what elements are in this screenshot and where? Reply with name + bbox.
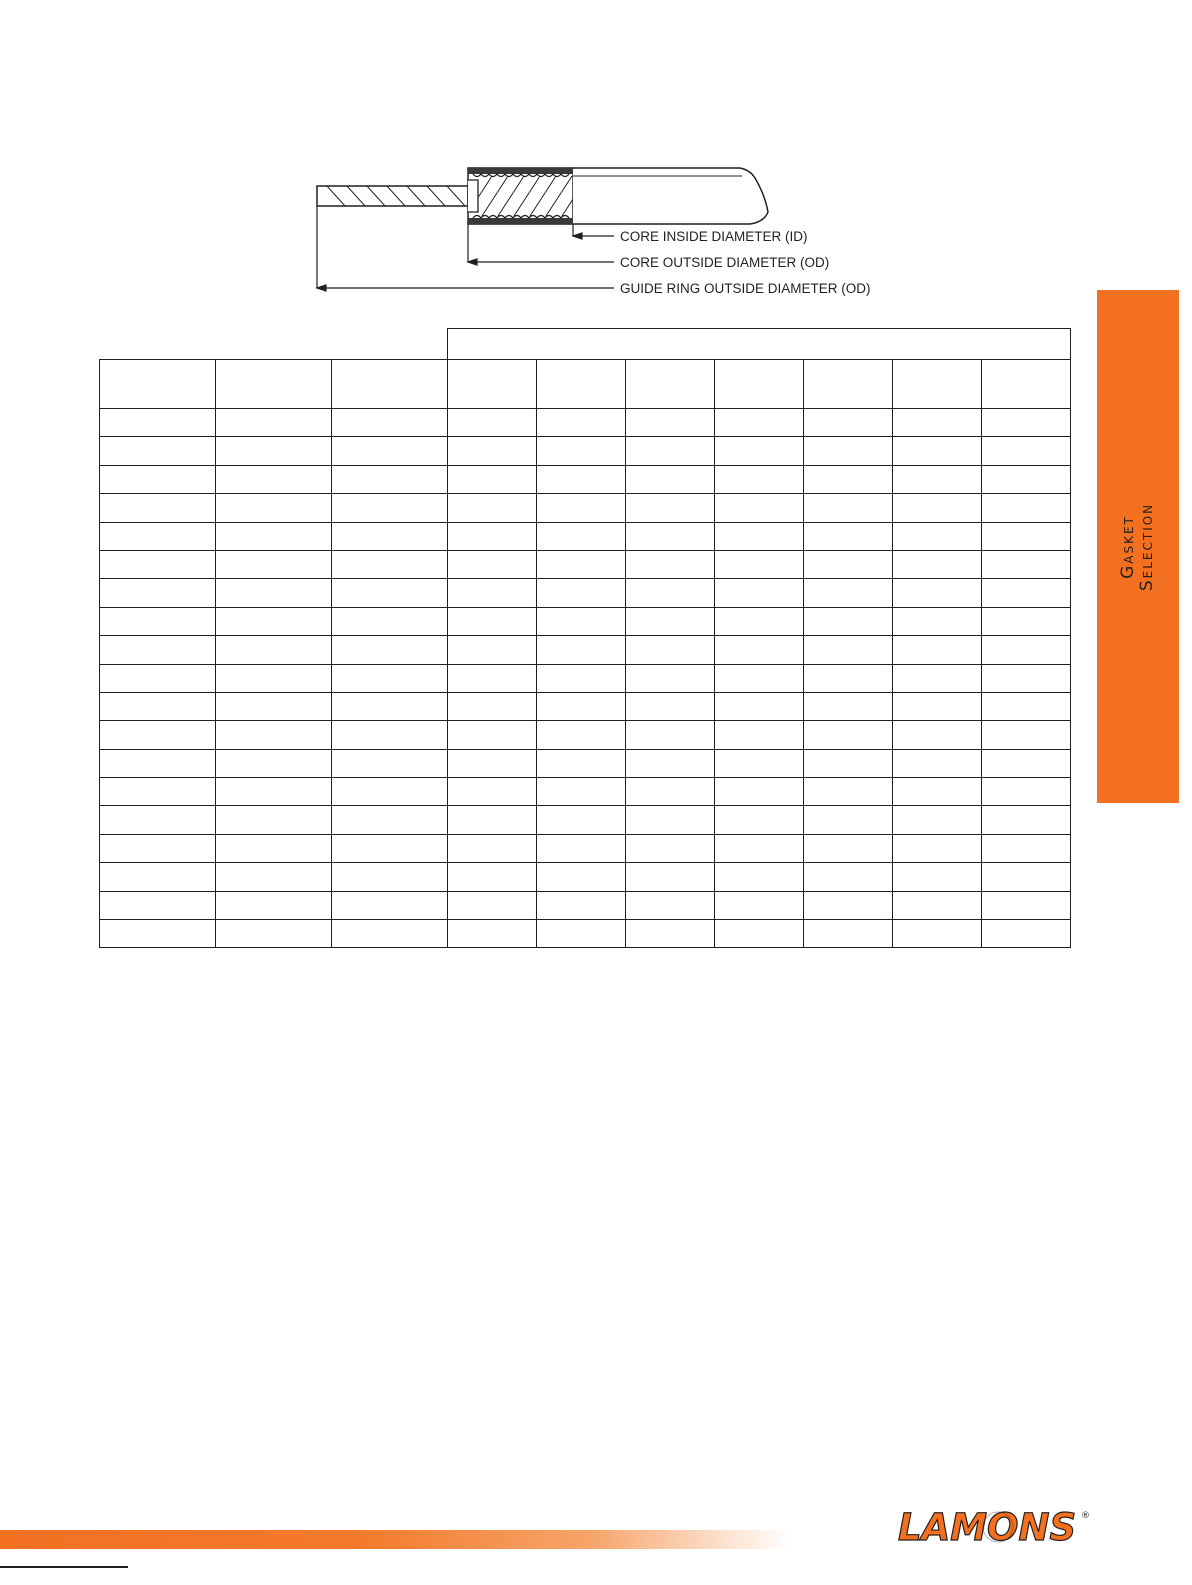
table-cell: [537, 550, 626, 578]
table-cell: [537, 437, 626, 465]
table-cell: [216, 409, 332, 437]
table-cell: [216, 806, 332, 834]
table-row: [100, 579, 1071, 607]
table-cell: [982, 749, 1071, 777]
table-cell: [715, 834, 804, 862]
table-row: [100, 522, 1071, 550]
table-cell: [332, 579, 448, 607]
table-cell: [804, 778, 893, 806]
table-cell: [100, 863, 216, 891]
table-cell: [332, 550, 448, 578]
table-cell: [715, 778, 804, 806]
table-cell: [715, 494, 804, 522]
table-cell: [448, 437, 537, 465]
table-cell: [448, 778, 537, 806]
table-cell: [804, 664, 893, 692]
table-cell: [893, 409, 982, 437]
table-cell: [537, 778, 626, 806]
table-cell: [537, 636, 626, 664]
table-cell: [626, 494, 715, 522]
table-cell: [448, 636, 537, 664]
guide-ring-od-label: GUIDE RING OUTSIDE DIAMETER (OD): [620, 281, 871, 296]
table-cell: [626, 550, 715, 578]
table-cell: [216, 749, 332, 777]
table-cell: [537, 721, 626, 749]
side-tab-line-1: Gasket: [1118, 514, 1138, 579]
table-cell: [100, 692, 216, 720]
column-header-cell: [626, 360, 715, 409]
table-cell: [715, 806, 804, 834]
table-cell: [715, 607, 804, 635]
guide-ring-shape: [317, 186, 468, 206]
table-cell: [332, 409, 448, 437]
table-cell: [626, 721, 715, 749]
table-cell: [893, 891, 982, 919]
table-cell: [100, 749, 216, 777]
table-cell: [448, 920, 537, 948]
table-cell: [982, 550, 1071, 578]
table-cell: [448, 664, 537, 692]
table-cell: [100, 834, 216, 862]
lamons-logo: [895, 1492, 1095, 1567]
table-cell: [626, 692, 715, 720]
table-cell: [982, 891, 1071, 919]
table-cell: [332, 494, 448, 522]
table-cell: [804, 636, 893, 664]
footer-rule: [0, 1566, 128, 1568]
table-row: [100, 863, 1071, 891]
table-cell: [715, 749, 804, 777]
table-cell: [804, 920, 893, 948]
pipe-section-shape: [573, 168, 768, 224]
table-row: [100, 550, 1071, 578]
table-cell: [448, 465, 537, 493]
table-cell: [448, 579, 537, 607]
table-cell: [332, 437, 448, 465]
logo-wordmark: LAMONS: [898, 1506, 1077, 1549]
table-group-spacer: [100, 329, 448, 360]
table-cell: [804, 522, 893, 550]
table-cell: [448, 692, 537, 720]
gasket-cross-section-diagram: [0, 0, 1192, 310]
table-cell: [216, 863, 332, 891]
side-tab-line-2: Selection: [1137, 502, 1157, 591]
table-cell: [982, 437, 1071, 465]
table-column-header-row: [100, 360, 1071, 409]
table-cell: [804, 409, 893, 437]
table-cell: [893, 494, 982, 522]
table-cell: [982, 494, 1071, 522]
table-cell: [100, 607, 216, 635]
table-cell: [216, 692, 332, 720]
table-cell: [626, 409, 715, 437]
table-cell: [216, 636, 332, 664]
table-cell: [893, 863, 982, 891]
table-cell: [537, 920, 626, 948]
table-cell: [804, 863, 893, 891]
table-cell: [216, 494, 332, 522]
table-cell: [100, 437, 216, 465]
table-cell: [537, 749, 626, 777]
table-row: [100, 636, 1071, 664]
table-cell: [893, 664, 982, 692]
table-cell: [715, 863, 804, 891]
table-cell: [893, 579, 982, 607]
table-cell: [982, 636, 1071, 664]
column-header-cell: [332, 360, 448, 409]
table-cell: [448, 550, 537, 578]
table-row: [100, 806, 1071, 834]
table-cell: [626, 834, 715, 862]
table-cell: [715, 409, 804, 437]
table-cell: [448, 494, 537, 522]
column-header-cell: [537, 360, 626, 409]
table-cell: [626, 522, 715, 550]
table-row: [100, 465, 1071, 493]
table-cell: [804, 834, 893, 862]
table-cell: [982, 579, 1071, 607]
table-cell: [332, 636, 448, 664]
table-cell: [537, 806, 626, 834]
table-cell: [448, 834, 537, 862]
table-cell: [537, 522, 626, 550]
table-cell: [893, 607, 982, 635]
table-cell: [100, 721, 216, 749]
table-cell: [332, 465, 448, 493]
table-cell: [626, 778, 715, 806]
table-cell: [893, 636, 982, 664]
table-cell: [982, 778, 1071, 806]
table-cell: [626, 607, 715, 635]
table-row: [100, 920, 1071, 948]
table-cell: [216, 437, 332, 465]
table-row: [100, 692, 1071, 720]
table-cell: [216, 579, 332, 607]
table-cell: [100, 550, 216, 578]
table-cell: [804, 806, 893, 834]
table-cell: [715, 465, 804, 493]
column-header-cell: [982, 360, 1071, 409]
table-row: [100, 749, 1071, 777]
core-shape: [466, 168, 588, 224]
gasket-selection-side-tab[interactable]: [1097, 290, 1179, 803]
table-cell: [715, 579, 804, 607]
table-cell: [216, 721, 332, 749]
table-cell: [332, 778, 448, 806]
table-cell: [715, 664, 804, 692]
table-cell: [715, 920, 804, 948]
table-cell: [715, 721, 804, 749]
table-group-header-row: [100, 329, 1071, 360]
table-cell: [100, 522, 216, 550]
registered-mark: ®: [1081, 1511, 1090, 1521]
table-cell: [332, 664, 448, 692]
table-cell: [626, 465, 715, 493]
table-cell: [537, 409, 626, 437]
column-header-cell: [100, 360, 216, 409]
table-cell: [100, 636, 216, 664]
table-row: [100, 607, 1071, 635]
table-cell: [216, 465, 332, 493]
table-cell: [448, 721, 537, 749]
column-header-cell: [893, 360, 982, 409]
table-cell: [626, 806, 715, 834]
table-cell: [626, 920, 715, 948]
table-cell: [982, 465, 1071, 493]
table-row: [100, 437, 1071, 465]
table-cell: [893, 522, 982, 550]
table-row: [100, 409, 1071, 437]
table-cell: [804, 579, 893, 607]
table-cell: [893, 692, 982, 720]
table-cell: [537, 494, 626, 522]
table-cell: [448, 522, 537, 550]
table-cell: [332, 891, 448, 919]
table-cell: [448, 806, 537, 834]
table-cell: [216, 778, 332, 806]
table-cell: [804, 550, 893, 578]
table-cell: [804, 692, 893, 720]
table-cell: [804, 749, 893, 777]
table-cell: [982, 721, 1071, 749]
table-cell: [537, 607, 626, 635]
table-cell: [982, 863, 1071, 891]
table-cell: [893, 920, 982, 948]
table-cell: [216, 664, 332, 692]
table-cell: [804, 465, 893, 493]
table-cell: [332, 607, 448, 635]
table-cell: [216, 920, 332, 948]
table-cell: [804, 721, 893, 749]
table-cell: [332, 863, 448, 891]
table-cell: [332, 834, 448, 862]
table-cell: [982, 806, 1071, 834]
table-cell: [982, 834, 1071, 862]
table-cell: [804, 607, 893, 635]
table-cell: [982, 409, 1071, 437]
table-row: [100, 778, 1071, 806]
table-cell: [893, 834, 982, 862]
table-cell: [804, 891, 893, 919]
table-cell: [715, 437, 804, 465]
table-cell: [100, 891, 216, 919]
table-cell: [626, 863, 715, 891]
table-cell: [893, 465, 982, 493]
core-id-label: CORE INSIDE DIAMETER (ID): [620, 229, 808, 244]
column-header-cell: [804, 360, 893, 409]
table-cell: [100, 664, 216, 692]
table-cell: [626, 891, 715, 919]
column-header-cell: [448, 360, 537, 409]
table-cell: [448, 409, 537, 437]
table-cell: [626, 749, 715, 777]
dimension-table: [99, 328, 1071, 948]
table-group-header-cell: [448, 329, 1071, 360]
table-cell: [715, 522, 804, 550]
table-cell: [893, 749, 982, 777]
table-cell: [893, 778, 982, 806]
table-cell: [715, 550, 804, 578]
table-cell: [893, 806, 982, 834]
table-cell: [537, 692, 626, 720]
table-cell: [893, 721, 982, 749]
table-cell: [100, 579, 216, 607]
table-row: [100, 664, 1071, 692]
table-cell: [982, 692, 1071, 720]
table-cell: [332, 522, 448, 550]
table-cell: [537, 664, 626, 692]
table-cell: [982, 920, 1071, 948]
table-cell: [626, 437, 715, 465]
table-cell: [332, 749, 448, 777]
table-cell: [216, 607, 332, 635]
side-tab-label: [1119, 502, 1157, 590]
table-cell: [804, 494, 893, 522]
table-cell: [332, 806, 448, 834]
column-header-cell: [715, 360, 804, 409]
table-cell: [715, 692, 804, 720]
table-cell: [626, 579, 715, 607]
core-od-label: CORE OUTSIDE DIAMETER (OD): [620, 255, 830, 270]
table-row: [100, 721, 1071, 749]
column-header-cell: [216, 360, 332, 409]
table-cell: [448, 863, 537, 891]
table-cell: [626, 664, 715, 692]
table-cell: [715, 891, 804, 919]
table-cell: [448, 749, 537, 777]
table-cell: [100, 920, 216, 948]
table-cell: [626, 636, 715, 664]
table-cell: [537, 863, 626, 891]
table-cell: [537, 834, 626, 862]
table-cell: [332, 692, 448, 720]
table-cell: [982, 607, 1071, 635]
table-cell: [100, 778, 216, 806]
table-cell: [216, 834, 332, 862]
table-cell: [332, 920, 448, 948]
table-cell: [448, 607, 537, 635]
table-cell: [537, 579, 626, 607]
table-cell: [332, 721, 448, 749]
table-cell: [982, 522, 1071, 550]
table-row: [100, 834, 1071, 862]
table-row: [100, 494, 1071, 522]
table-cell: [100, 494, 216, 522]
table-cell: [715, 636, 804, 664]
table-cell: [982, 664, 1071, 692]
table-cell: [893, 550, 982, 578]
table-cell: [216, 522, 332, 550]
table-cell: [448, 891, 537, 919]
table-cell: [100, 465, 216, 493]
table-cell: [893, 437, 982, 465]
table-cell: [100, 409, 216, 437]
table-cell: [537, 891, 626, 919]
table-cell: [216, 550, 332, 578]
table-row: [100, 891, 1071, 919]
table-cell: [804, 437, 893, 465]
footer-gradient-bar: [0, 1530, 790, 1549]
table-cell: [216, 891, 332, 919]
table-cell: [537, 465, 626, 493]
table-cell: [100, 806, 216, 834]
